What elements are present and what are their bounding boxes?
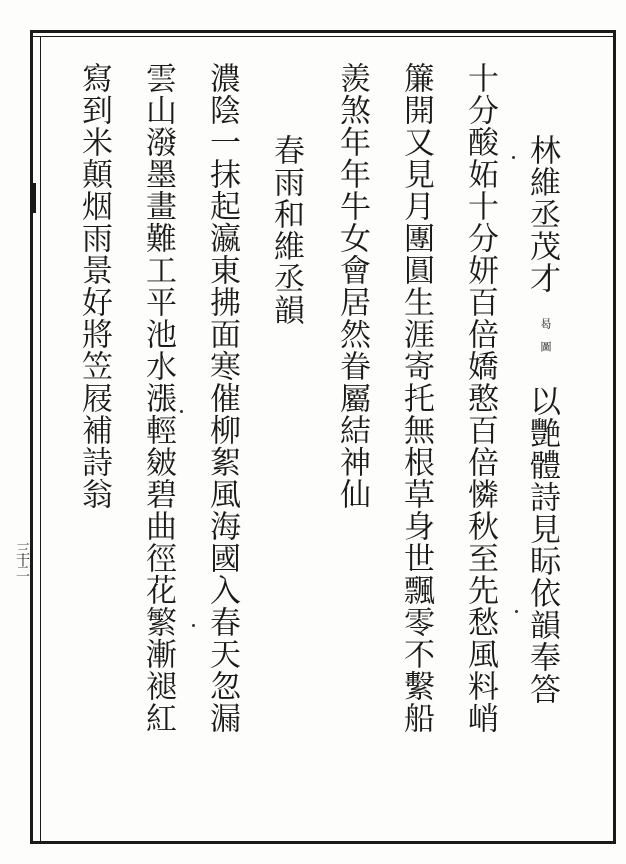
border-left xyxy=(30,30,33,844)
gutter-mark xyxy=(30,183,36,213)
border-top-inner xyxy=(30,36,616,37)
small-annotation: 曷圖 xyxy=(539,318,552,364)
border-right xyxy=(613,30,616,844)
poem-title-name: 林維丞茂才 xyxy=(524,134,560,294)
punctuation-dot xyxy=(192,624,195,627)
border-left-inner xyxy=(40,36,41,841)
border-top xyxy=(30,30,616,33)
text-column-6: 濃陰一抹起瀛東拂面寒催柳絮風海國入春天忽漏 xyxy=(204,62,240,734)
punctuation-dot xyxy=(180,410,183,413)
punctuation-dot xyxy=(512,156,515,159)
border-bottom xyxy=(30,841,616,844)
punctuation-dot xyxy=(515,610,518,613)
page-number: 三十二 xyxy=(14,542,30,575)
poem-title-2: 春雨和維丞韻 xyxy=(268,134,304,326)
text-column-8: 寫到米顛烟雨景好將笠屐補詩翁 xyxy=(76,62,112,510)
text-column-7: 雲山潑墨畫難工平池水漲輕皴碧曲徑花繁漸褪紅 xyxy=(140,62,176,734)
text-column-3: 簾開又見月團圓生涯寄托無根草身世飄零不繫船 xyxy=(398,62,434,734)
text-column-4: 羨煞年年牛女會居然眷屬結神仙 xyxy=(334,62,370,510)
text-column-1: 十分酸妬十分妍百倍嬌憨百倍憐秋至先愁風料峭 xyxy=(462,62,498,734)
poem-title-rest: 以艷體詩見眎依韻奉答 xyxy=(524,385,560,705)
